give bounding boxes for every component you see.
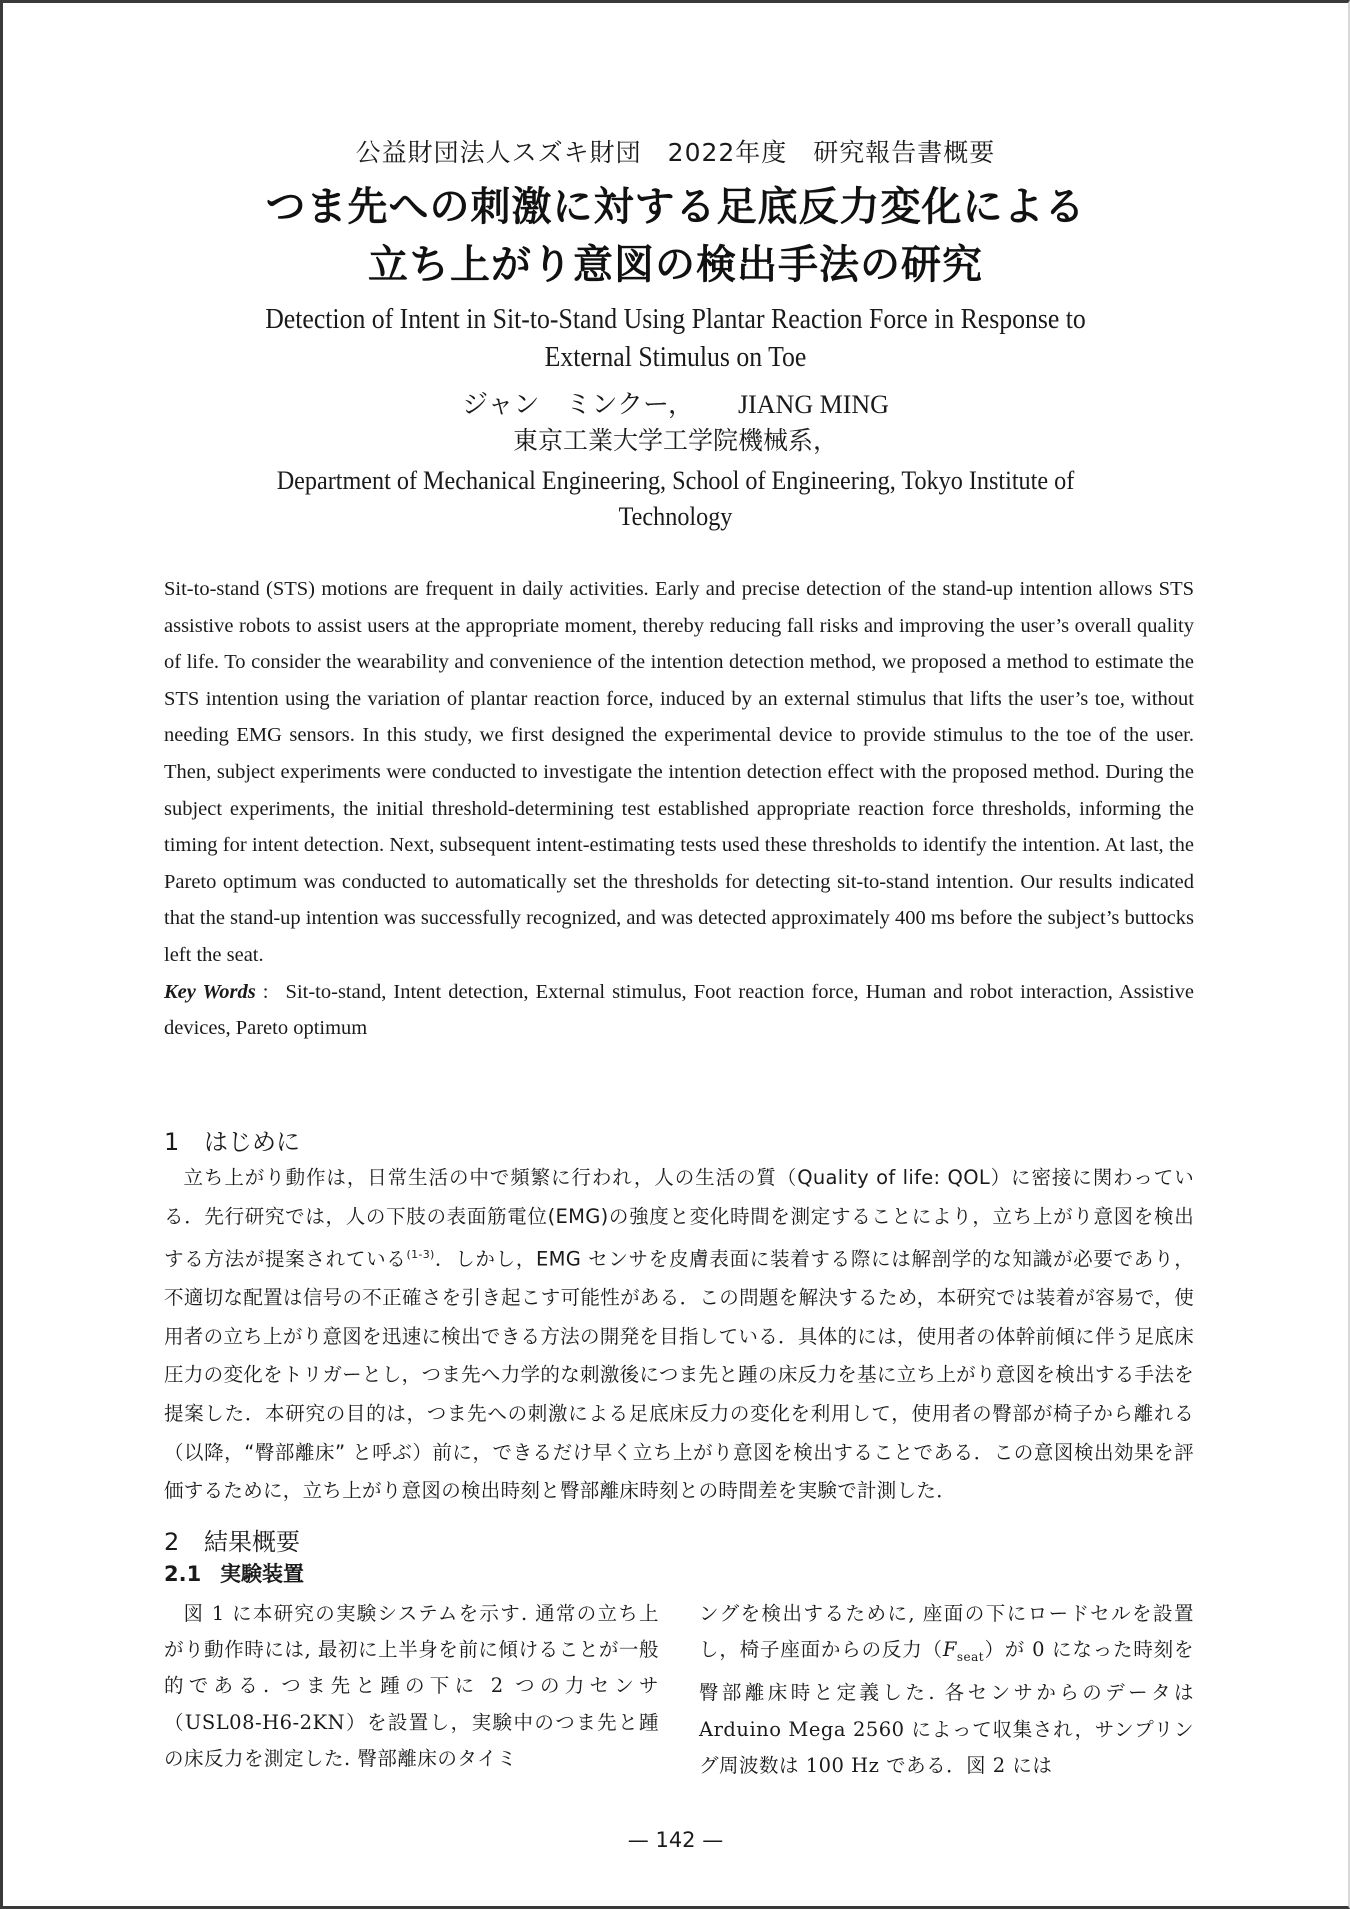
affiliation-japanese: 東京工業大学工学院機械系，	[512, 428, 838, 455]
right-text-part-1: ングを検出するために, 座面の下にロードセルを設置し，椅子座面からの反力（	[699, 1602, 1194, 1662]
title-en-line-2: External Stimulus on Toe	[544, 342, 807, 373]
force-symbol: F	[942, 1638, 957, 1662]
affiliation-en-line-1: Department of Mechanical Engineering, School of Engineering, Tokyo Institute of	[276, 466, 1075, 495]
force-seat-symbol	[942, 1638, 985, 1665]
report-series-header: 公益財団法人スズキ財団 2022年度 研究報告書概要	[355, 138, 996, 167]
page-number: — 142 —	[627, 1828, 724, 1852]
keywords-colon: :	[255, 980, 269, 1003]
right-text-part-2: ）が 0 になった時刻を臀部離床時と定義した. 各センサからのデータは Arduino Mega 2560 によって収集され，サンプリング周波数は 100 Hz である．図 2 には	[699, 1638, 1194, 1777]
abstract	[164, 571, 1194, 1047]
two-column-body	[164, 1596, 1194, 1784]
section-title: はじめに	[204, 1128, 300, 1156]
section-heading	[164, 1525, 1194, 1559]
paper-title-japanese	[3, 178, 1348, 294]
author-name-english: JIANG MING	[737, 390, 889, 419]
affiliation-english	[50, 463, 1301, 535]
experimental-setup-paragraph-right	[699, 1596, 1194, 1784]
intro-text-part-1: 立ち上がり動作は，日常生活の中で頻繁に行われ，人の生活の質（Quality of life: QOL）に密接に関わっている．先行研究では，人の下肢の表面筋電位(EMG)の強度と変化時間を測定することにより，立ち上がり意図を検出する方法が提案されている	[164, 1166, 1194, 1271]
section-number: 1	[164, 1128, 180, 1156]
author-line	[3, 387, 1348, 423]
title-jp-line-1: つま先への刺激に対する足底反力変化による	[265, 184, 1086, 230]
keywords	[164, 974, 1194, 1047]
section-introduction	[164, 1125, 1194, 1511]
paper-title-english	[57, 301, 1294, 377]
right-column	[699, 1596, 1194, 1784]
citation-reference: (1-3)	[406, 1248, 435, 1262]
keywords-list: Sit-to-stand, Intent detection, External stimulus, Foot reaction force, Human and robot interaction, Assistive devices, Pareto optimum	[164, 980, 1195, 1040]
section-title: 結果概要	[204, 1528, 300, 1556]
experimental-setup-paragraph-left: 図 1 に本研究の実験システムを示す. 通常の立ち上がり動作時には, 最初に上半身を前に傾けることが一般的である. つま先と踵の下に 2 つの力センサ（USL08-H6-2KN）を設置し，実験中のつま先と踵の床反力を測定した. 臀部離床のタイミ	[164, 1602, 659, 1770]
title-jp-line-2: 立ち上がり意図の検出手法の研究	[368, 242, 983, 288]
title-en-line-1: Detection of Intent in Sit-to-Stand Using Plantar Reaction Force in Response to	[265, 304, 1086, 335]
author-name-japanese: ジャン ミンクー，	[462, 390, 694, 419]
affiliation-en-line-2: Technology	[618, 502, 733, 531]
section-number: 2	[164, 1528, 180, 1556]
keywords-label: Key Words	[164, 980, 256, 1003]
intro-text-part-2: ．しかし，EMG センサを皮膚表面に装着する際には解剖学的な知識が必要であり，不適切な配置は信号の不正確さを引き起こす可能性がある．この問題を解決するため，本研究では装着が容易で，使用者の立ち上がり意図を迅速に検出できる方法の開発を目指している．具体的には，使用者の体幹前傾に伴う足底床圧力の変化をトリガーとし，つま先へ力学的な刺激後につま先と踵の床反力を基に立ち上がり意図を検出する手法を提案した．本研究の目的は，つま先への刺激による足底床反力の変化を利用して，使用者の臀部が椅子から離れる（以降，“臀部離床” と呼ぶ）前に，できるだけ早く立ち上がり意図を検出することである．この意図検出効果を評価するために，立ち上がり意図の検出時刻と臀部離床時刻との時間差を実験で計測した．	[164, 1247, 1195, 1503]
section-results-overview	[164, 1525, 1194, 1589]
force-subscript: seat	[956, 1650, 985, 1665]
subsection-heading	[164, 1559, 1194, 1589]
abstract-text: Sit-to-stand (STS) motions are frequent in daily activities. Early and precise detection of the stand-up intention allows STS assistive robots to assist users at the appropriate moment, thereby reducing fall risks and improving the user’s overall quality of life. To consider the wearability and convenience of the intention detection method, we proposed a method to estimate the STS intention using the variation of plantar reaction force, induced by an external stimulus that lifts the user’s toe, without needing EMG sensors. In this study, we first designed the experimental device to provide stimulus to the toe of the user. Then, subject experiments were conducted to investigate the intention detection effect with the proposed method. During the subject experiments, the initial threshold-determining test established appropriate reaction force thresholds, informing the timing for intent detection. Next, subsequent intent-estimating tests used these thresholds to identify the intention. At last, the Pareto optimum was conducted to automatically set the thresholds for detecting sit-to-stand intention. Our results indicated that the stand-up intention was successfully recognized, and was detected approximately 400 ms before the subject’s buttocks left the seat.	[164, 578, 1194, 966]
section-heading	[164, 1125, 1194, 1159]
subsection-number: 2.1	[164, 1562, 202, 1586]
introduction-paragraph	[164, 1159, 1194, 1511]
subsection-title: 実験装置	[220, 1562, 304, 1586]
left-column	[164, 1596, 659, 1784]
